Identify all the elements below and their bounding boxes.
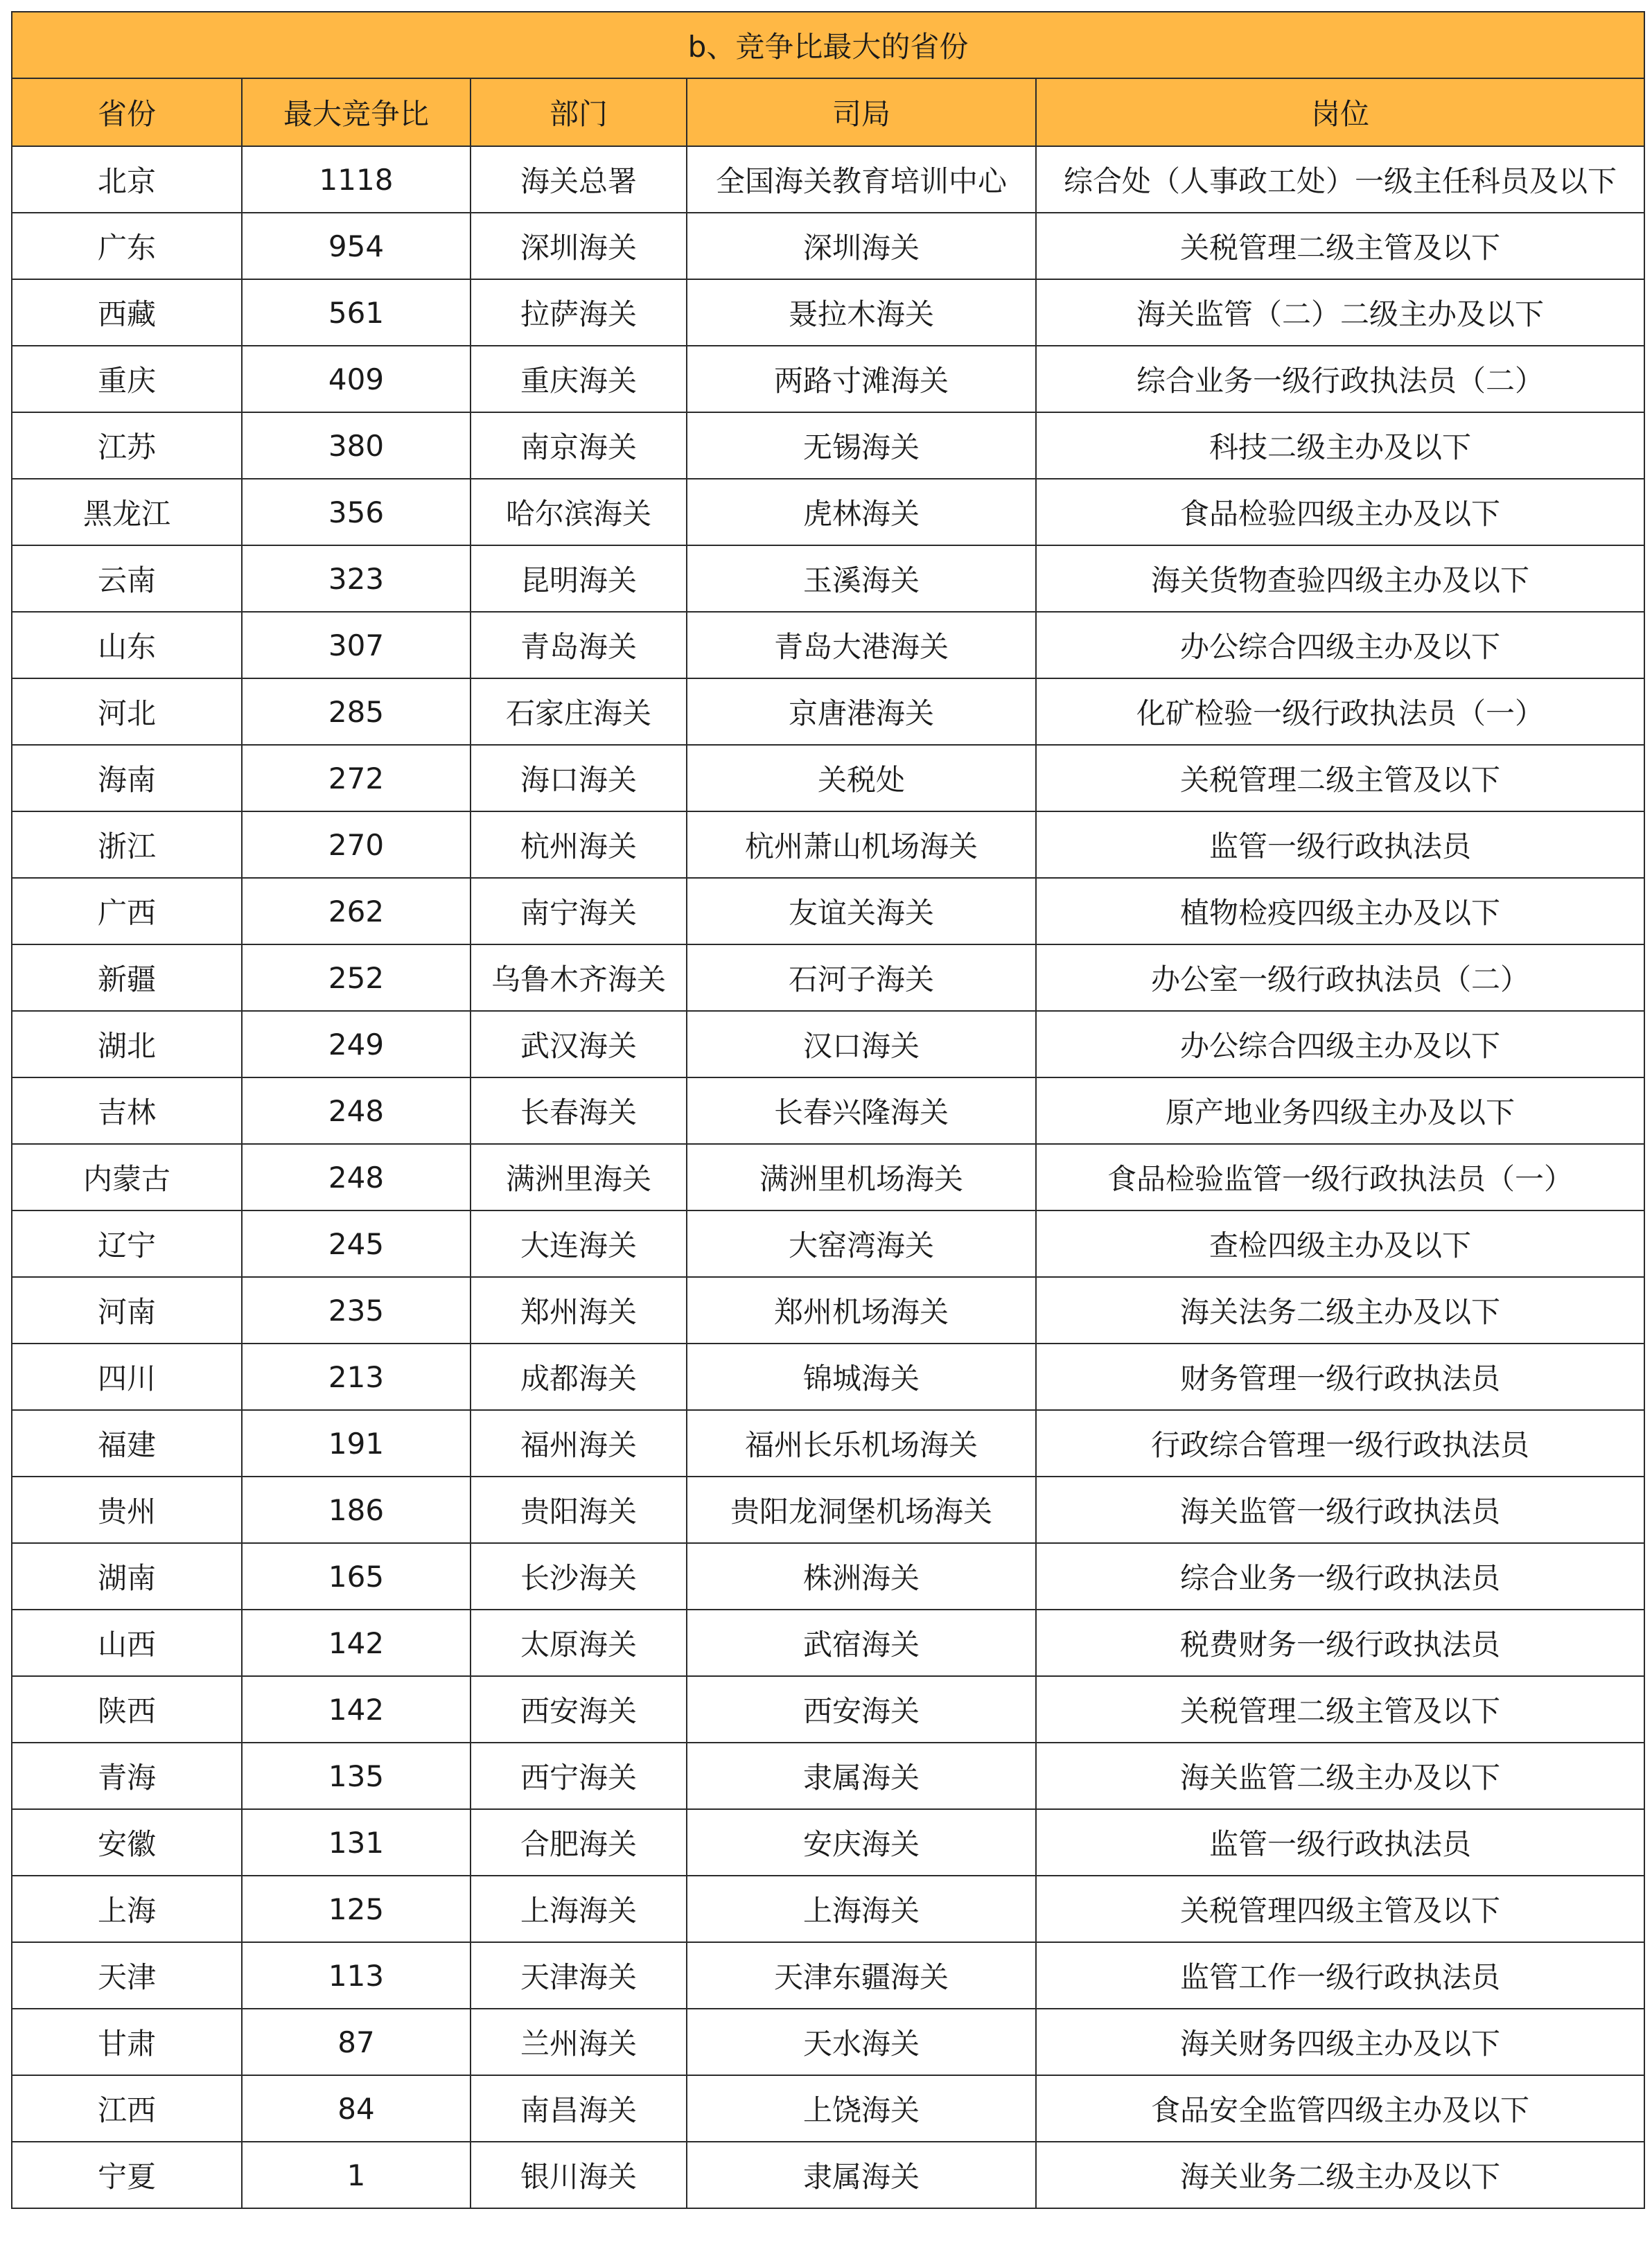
cell-department: 深圳海关 [471, 213, 687, 279]
cell-max-ratio: 165 [242, 1543, 471, 1610]
table-row [12, 1543, 1644, 1610]
cell-department: 重庆海关 [471, 346, 687, 412]
table-row [12, 1477, 1644, 1543]
cell-department: 成都海关 [471, 1344, 687, 1410]
table-row [12, 1876, 1644, 1942]
table-row [12, 412, 1644, 479]
cell-department: 长沙海关 [471, 1543, 687, 1610]
cell-province: 广西 [12, 878, 242, 944]
cell-max-ratio: 1 [242, 2142, 471, 2208]
cell-position: 关税管理四级主管及以下 [1036, 1876, 1644, 1942]
cell-position: 综合处（人事政工处）一级主任科员及以下 [1036, 146, 1644, 213]
cell-position: 关税管理二级主管及以下 [1036, 1676, 1644, 1743]
cell-max-ratio: 285 [242, 678, 471, 745]
table-row [12, 944, 1644, 1011]
cell-bureau: 青岛大港海关 [687, 612, 1036, 678]
cell-position: 科技二级主办及以下 [1036, 412, 1644, 479]
cell-department: 杭州海关 [471, 811, 687, 878]
cell-position: 办公综合四级主办及以下 [1036, 1011, 1644, 1077]
cell-bureau: 玉溪海关 [687, 545, 1036, 612]
cell-bureau: 贵阳龙洞堡机场海关 [687, 1477, 1036, 1543]
cell-max-ratio: 270 [242, 811, 471, 878]
cell-department: 长春海关 [471, 1077, 687, 1144]
cell-max-ratio: 272 [242, 745, 471, 811]
table-row [12, 279, 1644, 346]
cell-province: 陕西 [12, 1676, 242, 1743]
table-row [12, 2075, 1644, 2142]
cell-max-ratio: 380 [242, 412, 471, 479]
column-header-province: 省份 [12, 78, 242, 146]
cell-province: 贵州 [12, 1477, 242, 1543]
cell-max-ratio: 249 [242, 1011, 471, 1077]
cell-province: 海南 [12, 745, 242, 811]
cell-province: 江西 [12, 2075, 242, 2142]
cell-bureau: 武宿海关 [687, 1610, 1036, 1676]
table-row [12, 1743, 1644, 1809]
cell-department: 福州海关 [471, 1410, 687, 1477]
cell-position: 监管一级行政执法员 [1036, 811, 1644, 878]
cell-province: 山西 [12, 1610, 242, 1676]
cell-max-ratio: 191 [242, 1410, 471, 1477]
cell-max-ratio: 248 [242, 1144, 471, 1210]
cell-position: 综合业务一级行政执法员 [1036, 1543, 1644, 1610]
cell-department: 乌鲁木齐海关 [471, 944, 687, 1011]
cell-bureau: 天水海关 [687, 2009, 1036, 2075]
cell-province: 重庆 [12, 346, 242, 412]
cell-position: 监管一级行政执法员 [1036, 1809, 1644, 1876]
cell-department: 石家庄海关 [471, 678, 687, 745]
cell-department: 海口海关 [471, 745, 687, 811]
cell-province: 北京 [12, 146, 242, 213]
table-row [12, 678, 1644, 745]
cell-department: 银川海关 [471, 2142, 687, 2208]
cell-department: 贵阳海关 [471, 1477, 687, 1543]
cell-max-ratio: 245 [242, 1210, 471, 1277]
cell-department: 满洲里海关 [471, 1144, 687, 1210]
cell-max-ratio: 87 [242, 2009, 471, 2075]
cell-position: 综合业务一级行政执法员（二） [1036, 346, 1644, 412]
cell-max-ratio: 561 [242, 279, 471, 346]
cell-bureau: 长春兴隆海关 [687, 1077, 1036, 1144]
competition-ratio-table [11, 11, 1645, 2209]
cell-department: 大连海关 [471, 1210, 687, 1277]
table-row [12, 1011, 1644, 1077]
cell-position: 税费财务一级行政执法员 [1036, 1610, 1644, 1676]
cell-max-ratio: 1118 [242, 146, 471, 213]
cell-bureau: 上饶海关 [687, 2075, 1036, 2142]
cell-position: 植物检疫四级主办及以下 [1036, 878, 1644, 944]
cell-province: 浙江 [12, 811, 242, 878]
cell-position: 办公综合四级主办及以下 [1036, 612, 1644, 678]
cell-bureau: 上海海关 [687, 1876, 1036, 1942]
cell-bureau: 汉口海关 [687, 1011, 1036, 1077]
table-row [12, 1344, 1644, 1410]
cell-department: 青岛海关 [471, 612, 687, 678]
cell-max-ratio: 142 [242, 1676, 471, 1743]
cell-bureau: 锦城海关 [687, 1344, 1036, 1410]
cell-position: 海关监管（二）二级主办及以下 [1036, 279, 1644, 346]
cell-bureau: 全国海关教育培训中心 [687, 146, 1036, 213]
table-row [12, 1144, 1644, 1210]
cell-max-ratio: 307 [242, 612, 471, 678]
cell-department: 南京海关 [471, 412, 687, 479]
table-row [12, 1277, 1644, 1344]
table-row [12, 1610, 1644, 1676]
table-row [12, 878, 1644, 944]
cell-bureau: 隶属海关 [687, 1743, 1036, 1809]
cell-bureau: 安庆海关 [687, 1809, 1036, 1876]
column-header-position: 岗位 [1036, 78, 1644, 146]
table-title-row [12, 12, 1644, 78]
cell-department: 郑州海关 [471, 1277, 687, 1344]
cell-bureau: 深圳海关 [687, 213, 1036, 279]
cell-max-ratio: 131 [242, 1809, 471, 1876]
cell-position: 食品检验四级主办及以下 [1036, 479, 1644, 545]
cell-bureau: 无锡海关 [687, 412, 1036, 479]
cell-max-ratio: 409 [242, 346, 471, 412]
cell-max-ratio: 323 [242, 545, 471, 612]
cell-province: 湖北 [12, 1011, 242, 1077]
cell-department: 兰州海关 [471, 2009, 687, 2075]
cell-province: 福建 [12, 1410, 242, 1477]
cell-department: 海关总署 [471, 146, 687, 213]
cell-max-ratio: 142 [242, 1610, 471, 1676]
table-row [12, 612, 1644, 678]
table-row [12, 745, 1644, 811]
cell-bureau: 株洲海关 [687, 1543, 1036, 1610]
table-row [12, 811, 1644, 878]
cell-bureau: 友谊关海关 [687, 878, 1036, 944]
cell-department: 昆明海关 [471, 545, 687, 612]
cell-department: 南宁海关 [471, 878, 687, 944]
cell-max-ratio: 954 [242, 213, 471, 279]
cell-province: 河北 [12, 678, 242, 745]
cell-province: 上海 [12, 1876, 242, 1942]
table-row [12, 1210, 1644, 1277]
cell-province: 安徽 [12, 1809, 242, 1876]
cell-department: 南昌海关 [471, 2075, 687, 2142]
cell-max-ratio: 135 [242, 1743, 471, 1809]
cell-bureau: 杭州萧山机场海关 [687, 811, 1036, 878]
cell-province: 山东 [12, 612, 242, 678]
cell-position: 食品检验监管一级行政执法员（一） [1036, 1144, 1644, 1210]
cell-department: 拉萨海关 [471, 279, 687, 346]
cell-department: 合肥海关 [471, 1809, 687, 1876]
cell-position: 海关监管一级行政执法员 [1036, 1477, 1644, 1543]
cell-max-ratio: 356 [242, 479, 471, 545]
cell-position: 海关监管二级主办及以下 [1036, 1743, 1644, 1809]
cell-province: 辽宁 [12, 1210, 242, 1277]
cell-province: 湖南 [12, 1543, 242, 1610]
cell-position: 海关法务二级主办及以下 [1036, 1277, 1644, 1344]
cell-position: 海关货物查验四级主办及以下 [1036, 545, 1644, 612]
cell-province: 西藏 [12, 279, 242, 346]
competition-ratio-sheet [11, 11, 1644, 2209]
cell-position: 海关业务二级主办及以下 [1036, 2142, 1644, 2208]
cell-max-ratio: 213 [242, 1344, 471, 1410]
table-header-row [12, 78, 1644, 146]
cell-province: 青海 [12, 1743, 242, 1809]
column-header-bureau: 司局 [687, 78, 1036, 146]
cell-position: 原产地业务四级主办及以下 [1036, 1077, 1644, 1144]
cell-position: 监管工作一级行政执法员 [1036, 1942, 1644, 2009]
cell-province: 广东 [12, 213, 242, 279]
cell-province: 甘肃 [12, 2009, 242, 2075]
cell-bureau: 满洲里机场海关 [687, 1144, 1036, 1210]
table-row [12, 2142, 1644, 2208]
cell-bureau: 天津东疆海关 [687, 1942, 1036, 2009]
cell-province: 宁夏 [12, 2142, 242, 2208]
cell-max-ratio: 235 [242, 1277, 471, 1344]
cell-position: 食品安全监管四级主办及以下 [1036, 2075, 1644, 2142]
cell-bureau: 聂拉木海关 [687, 279, 1036, 346]
cell-bureau: 两路寸滩海关 [687, 346, 1036, 412]
cell-department: 西安海关 [471, 1676, 687, 1743]
column-header-department: 部门 [471, 78, 687, 146]
table-row [12, 545, 1644, 612]
table-title: b、竞争比最大的省份 [12, 12, 1644, 78]
cell-max-ratio: 125 [242, 1876, 471, 1942]
table-row [12, 1676, 1644, 1743]
table-row [12, 2009, 1644, 2075]
table-row [12, 346, 1644, 412]
table-row [12, 1410, 1644, 1477]
cell-position: 关税管理二级主管及以下 [1036, 745, 1644, 811]
table-row [12, 1942, 1644, 2009]
cell-province: 云南 [12, 545, 242, 612]
cell-province: 吉林 [12, 1077, 242, 1144]
cell-max-ratio: 248 [242, 1077, 471, 1144]
cell-max-ratio: 113 [242, 1942, 471, 2009]
cell-department: 哈尔滨海关 [471, 479, 687, 545]
cell-max-ratio: 262 [242, 878, 471, 944]
table-row [12, 1809, 1644, 1876]
cell-position: 关税管理二级主管及以下 [1036, 213, 1644, 279]
cell-max-ratio: 84 [242, 2075, 471, 2142]
cell-province: 黑龙江 [12, 479, 242, 545]
cell-bureau: 大窑湾海关 [687, 1210, 1036, 1277]
cell-department: 太原海关 [471, 1610, 687, 1676]
cell-province: 河南 [12, 1277, 242, 1344]
cell-bureau: 京唐港海关 [687, 678, 1036, 745]
cell-bureau: 隶属海关 [687, 2142, 1036, 2208]
table-row [12, 213, 1644, 279]
table-row [12, 479, 1644, 545]
cell-bureau: 虎林海关 [687, 479, 1036, 545]
cell-province: 四川 [12, 1344, 242, 1410]
cell-province: 内蒙古 [12, 1144, 242, 1210]
table-body [12, 146, 1644, 2208]
cell-position: 海关财务四级主办及以下 [1036, 2009, 1644, 2075]
cell-max-ratio: 186 [242, 1477, 471, 1543]
cell-position: 查检四级主办及以下 [1036, 1210, 1644, 1277]
cell-province: 江苏 [12, 412, 242, 479]
cell-province: 天津 [12, 1942, 242, 2009]
cell-bureau: 福州长乐机场海关 [687, 1410, 1036, 1477]
cell-position: 财务管理一级行政执法员 [1036, 1344, 1644, 1410]
cell-max-ratio: 252 [242, 944, 471, 1011]
table-row [12, 146, 1644, 213]
table-row [12, 1077, 1644, 1144]
cell-department: 上海海关 [471, 1876, 687, 1942]
cell-bureau: 西安海关 [687, 1676, 1036, 1743]
cell-position: 化矿检验一级行政执法员（一） [1036, 678, 1644, 745]
cell-department: 西宁海关 [471, 1743, 687, 1809]
column-header-max-ratio: 最大竞争比 [242, 78, 471, 146]
cell-position: 行政综合管理一级行政执法员 [1036, 1410, 1644, 1477]
cell-bureau: 石河子海关 [687, 944, 1036, 1011]
cell-department: 武汉海关 [471, 1011, 687, 1077]
cell-position: 办公室一级行政执法员（二） [1036, 944, 1644, 1011]
cell-department: 天津海关 [471, 1942, 687, 2009]
cell-bureau: 郑州机场海关 [687, 1277, 1036, 1344]
cell-province: 新疆 [12, 944, 242, 1011]
cell-bureau: 关税处 [687, 745, 1036, 811]
